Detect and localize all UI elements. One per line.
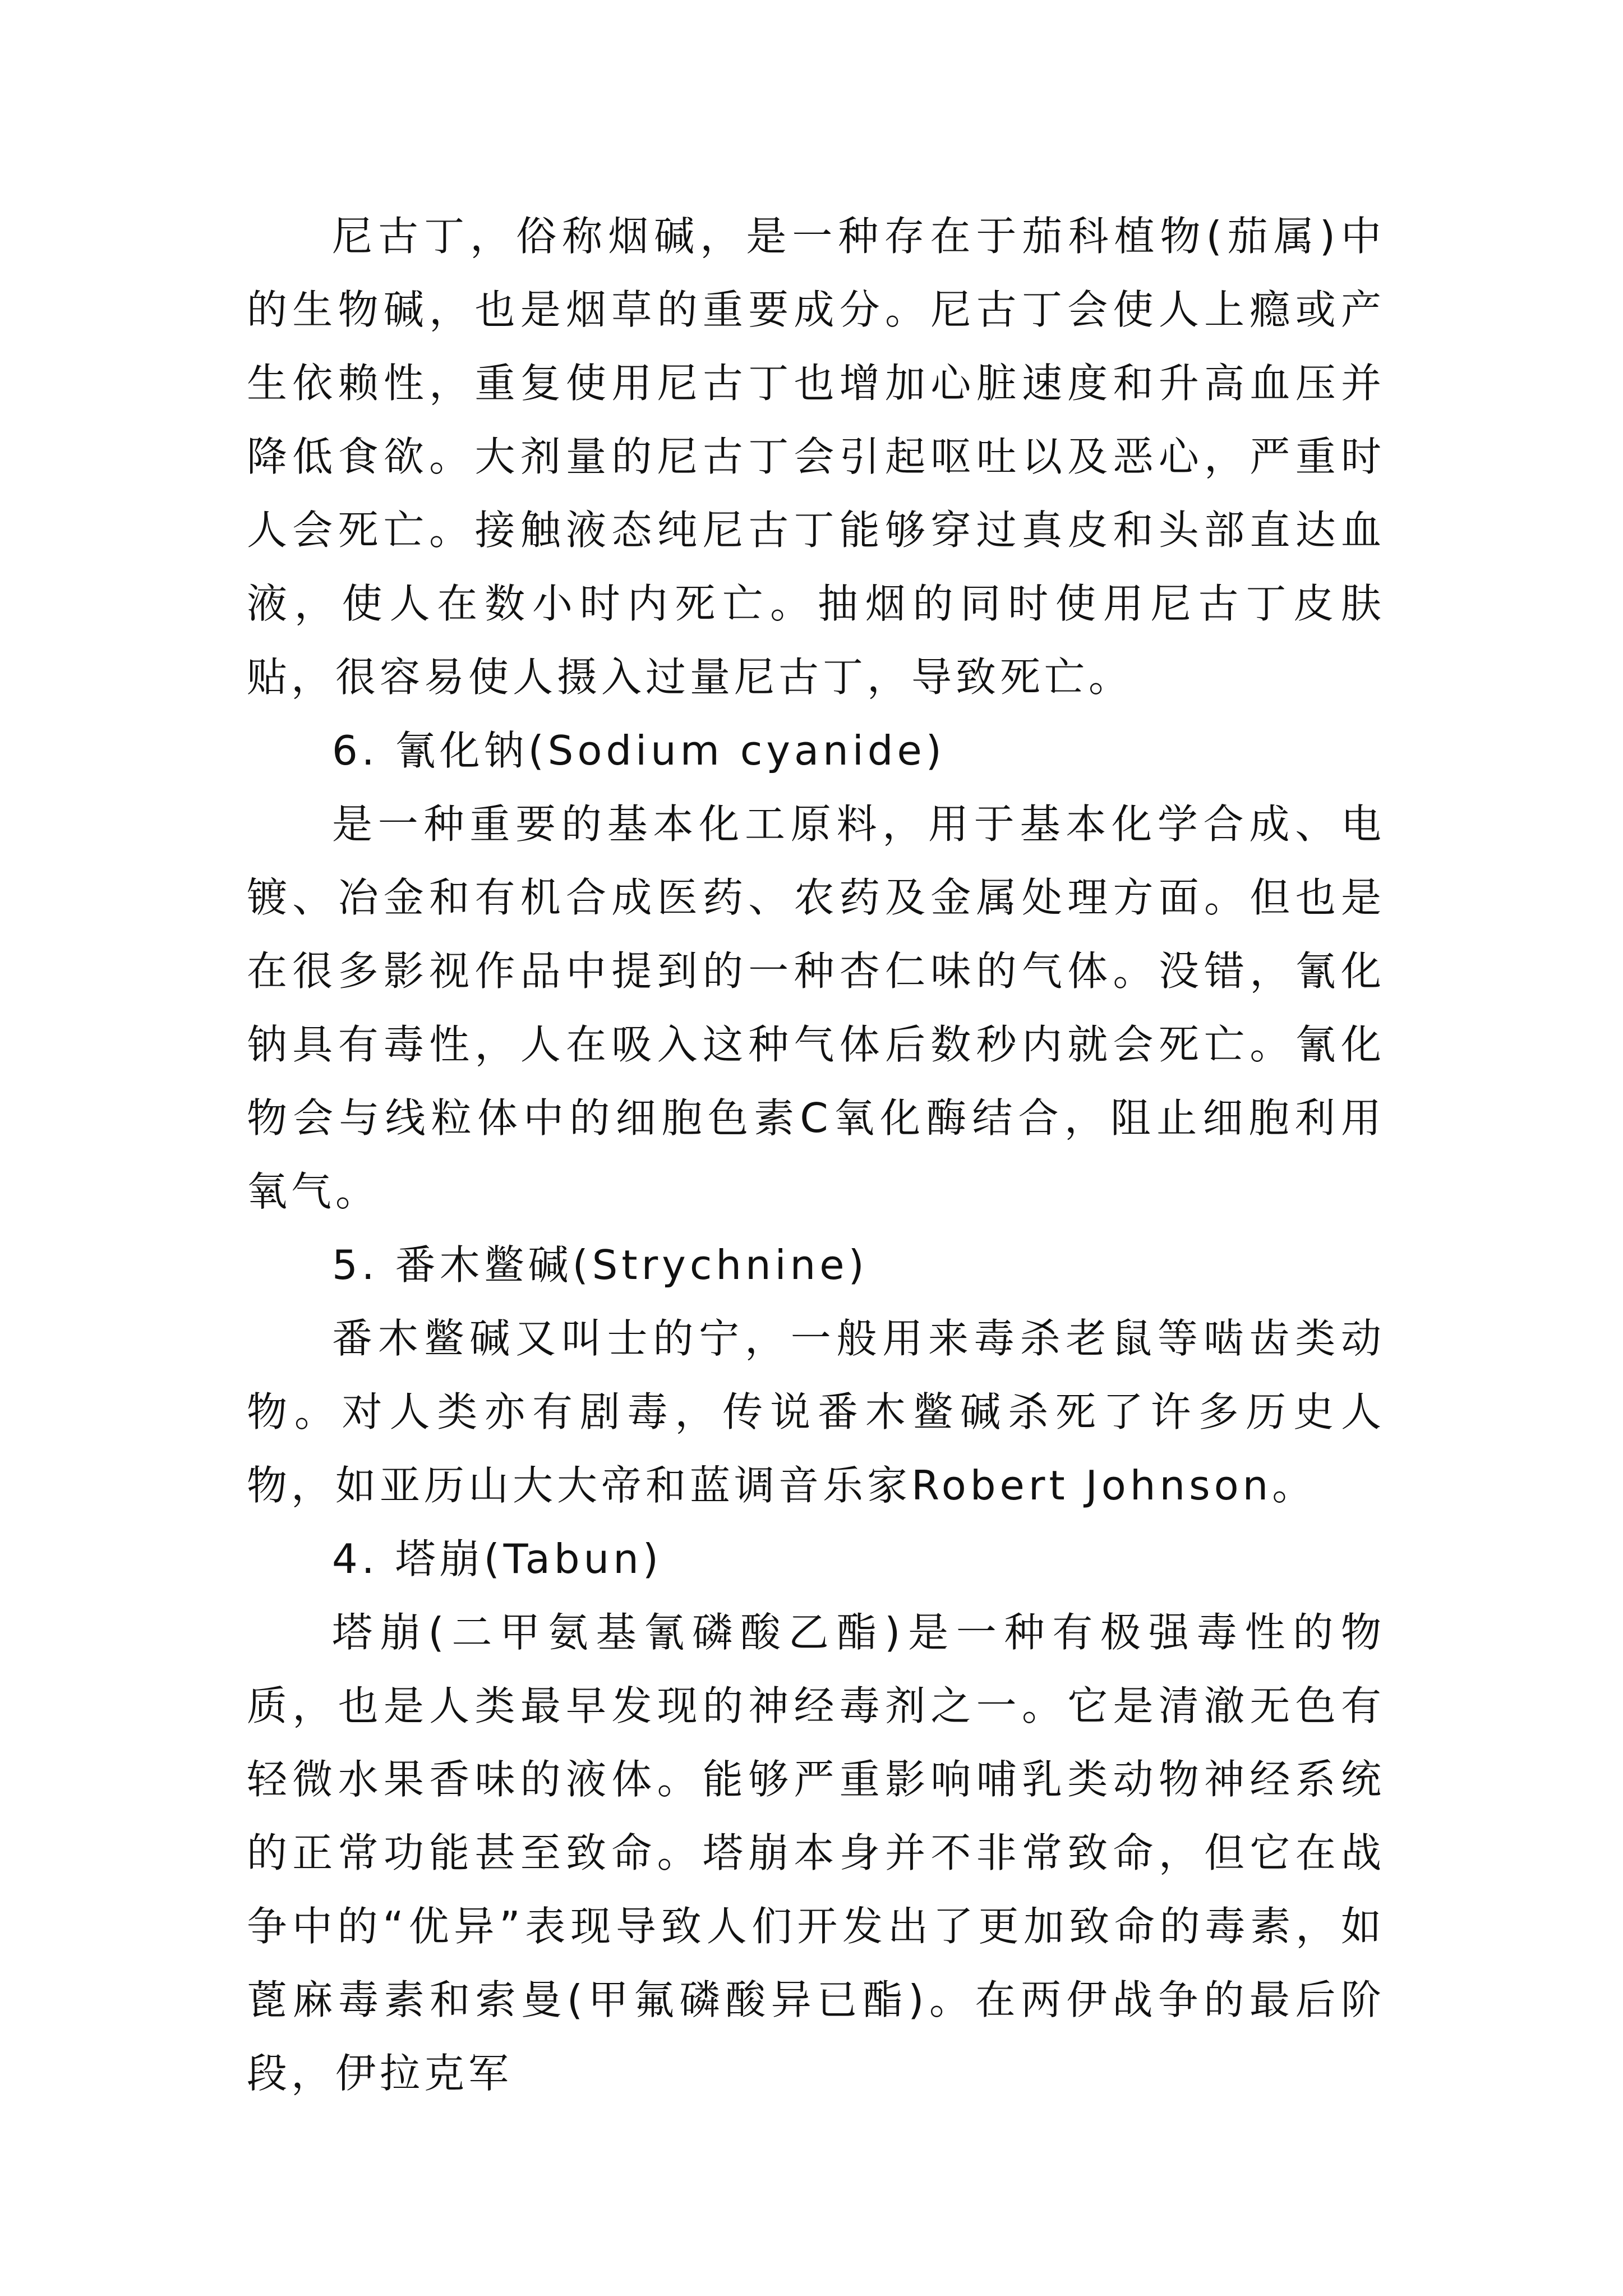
heading-tabun: 4. 塔崩(Tabun)	[332, 1535, 662, 1582]
heading-strychnine: 5. 番木鳖碱(Strychnine)	[332, 1241, 868, 1289]
paragraph-strychnine: 番木鳖碱又叫士的宁，一般用来毒杀老鼠等啮齿类动物。对人类亦有剧毒，传说番木鳖碱杀死了许多历史人物，如亚历山大大帝和蓝调音乐家Robert Johnson。	[247, 1315, 1385, 1509]
paragraph-tabun: 塔崩(二甲氨基氰磷酸乙酯)是一种有极强毒性的物质，也是人类最早发现的神经毒剂之一。它是清澈无色有轻微水果香味的液体。能够严重影响哺乳类动物神经系统的正常功能甚至致命。塔崩本身并不非常致命，但它在战争中的“优异”表现导致人们开发出了更加致命的毒素，如蓖麻毒素和索曼(甲氟磷酸异已酯)。在两伊战争的最后阶段，伊拉克军	[247, 1609, 1385, 2097]
paragraph-sodium-cyanide: 是一种重要的基本化工原料，用于基本化学合成、电镀、冶金和有机合成医药、农药及金属处理方面。但也是在很多影视作品中提到的一种杏仁味的气体。没错，氰化钠具有毒性，人在吸入这种气体后数秒内就会死亡。氰化物会与线粒体中的细胞色素C氧化酶结合，阻止细胞利用氧气。	[247, 800, 1385, 1215]
paragraph-nicotine: 尼古丁，俗称烟碱，是一种存在于茄科植物(茄属)中的生物碱，也是烟草的重要成分。尼古丁会使人上瘾或产生依赖性，重复使用尼古丁也增加心脏速度和升高血压并降低食欲。大剂量的尼古丁会引起呕吐以及恶心，严重时人会死亡。接触液态纯尼古丁能够穿过真皮和头部直达血液，使人在数小时内死亡。抽烟的同时使用尼古丁皮肤贴，很容易使人摄入过量尼古丁，导致死亡。	[247, 213, 1385, 701]
document-body	[247, 200, 1385, 2110]
heading-sodium-cyanide: 6. 氰化钠(Sodium cyanide)	[332, 727, 946, 774]
